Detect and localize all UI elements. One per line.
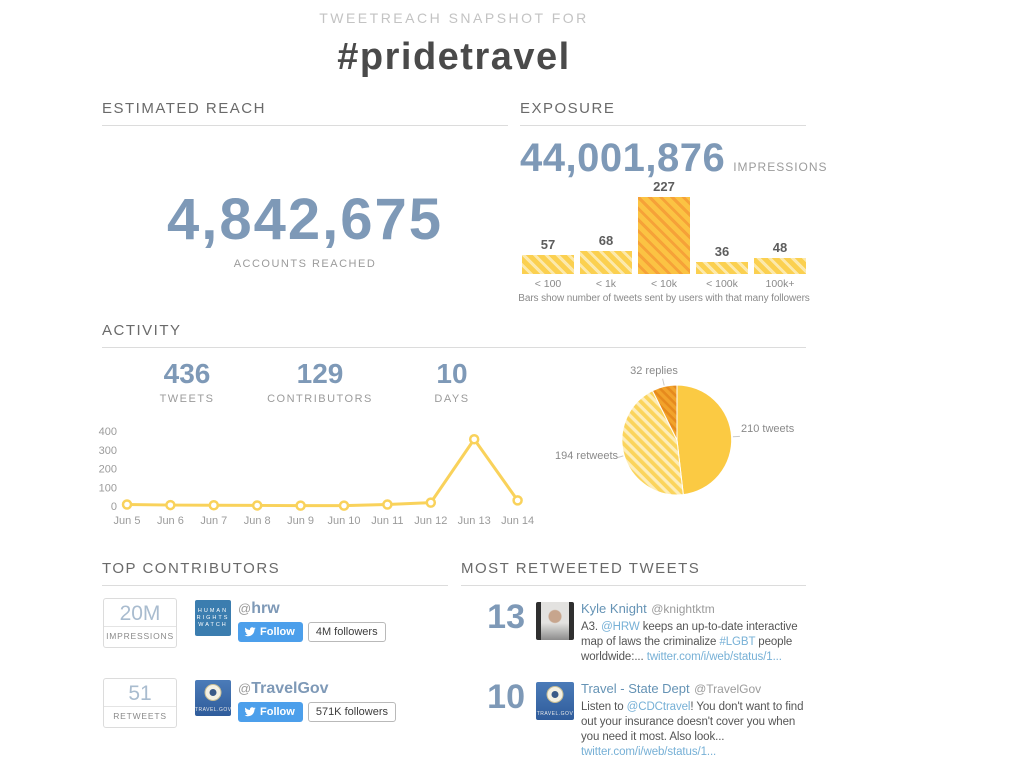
stat-value: 129 [260,358,380,390]
hrw-avatar[interactable] [195,600,231,636]
data-point [340,502,348,510]
retweet-count: 10 [481,678,525,717]
estimated-reach-heading: ESTIMATED REACH [102,100,508,126]
twitter-bird-icon [244,626,256,638]
travelgov-avatar[interactable] [195,680,231,716]
follow-label: Follow [260,626,295,638]
stat-days [392,358,512,405]
bar-category-label: < 1k [580,278,632,290]
status-link[interactable]: twitter.com/i/web/status/1... [581,746,716,758]
tweet-author-handle[interactable]: @TravelGov [694,682,761,696]
bar [754,240,806,274]
follow-label: Follow [260,706,295,718]
exposure-heading: EXPOSURE [520,100,806,126]
activity-pie-chart [555,358,810,500]
data-point [253,501,261,509]
handle-name: TravelGov [251,680,328,697]
x-tick: Jun 10 [327,515,360,527]
stat-contributors [260,358,380,405]
bar-chart-bars [522,180,806,274]
data-point [210,501,218,509]
top-contributors-heading: TOP CONTRIBUTORS [102,560,448,586]
tweet-author-name[interactable]: Travel - State Dept [581,681,690,696]
data-point [297,502,305,510]
avatar-text: HUMAN [195,608,231,615]
followers-count-badge[interactable]: 571K followers [308,702,396,722]
x-tick: Jun 12 [414,515,447,527]
bar-category-label: 100k+ [754,278,806,290]
x-tick: Jun 6 [157,515,184,527]
bar-value-label: 68 [599,233,613,248]
twitter-bird-icon [244,706,256,718]
avatar-text: TRAVEL.GOV [536,711,574,717]
bar-rect [580,251,632,274]
estimated-reach-value: 4,842,675 [102,186,508,253]
exposure-impressions-label: IMPRESSIONS [733,160,827,174]
bar-rect [522,255,574,274]
mention-link[interactable]: @CDCtravel [627,701,691,713]
exposure-value-row [520,136,828,181]
bar-chart-categories [522,278,806,290]
travelgov-avatar[interactable] [536,682,574,720]
y-tick: 300 [99,445,117,457]
data-point [427,499,435,507]
x-tick: Jun 8 [244,515,271,527]
follow-row [238,622,386,642]
tweet-author-name[interactable]: Kyle Knight [581,601,647,616]
bar-value-label: 36 [715,244,729,259]
bar [638,179,690,274]
tweet-text-segment: keeps an up-to-date interactive map of laws the criminalize [581,621,798,648]
bar-category-label: < 10k [638,278,690,290]
stat-value: 436 [127,358,247,390]
mention-link[interactable]: @HRW [601,621,640,633]
stat-value: 10 [392,358,512,390]
tweet-text-segment: ! You don't want to find out your insurance doesn't cover you when you need it most. Also look... [581,701,803,743]
tweet-text [581,620,809,665]
kyle-knight-avatar[interactable] [536,602,574,640]
data-point [123,501,131,509]
bar-rect [638,197,690,274]
x-tick: Jun 11 [371,515,403,527]
tweet-header [581,600,809,618]
most-retweeted-heading: MOST RETWEETED TWEETS [461,560,806,586]
tweet-text-segment: Listen to [581,701,627,713]
followers-count-badge[interactable]: 4M followers [308,622,386,642]
x-tick: Jun 5 [114,515,141,527]
contributor-handle[interactable] [238,680,329,698]
page-title: #pridetravel [102,36,806,79]
avatar-text: RIGHTS [195,615,231,622]
contributor-handle[interactable] [238,600,280,618]
tweet-text-segment: A3. [581,621,601,633]
avatar-text: TRAVEL.GOV [195,707,231,713]
stat-label: TWEETS [127,393,247,405]
activity-line-chart [100,415,545,533]
x-tick: Jun 9 [287,515,314,527]
follow-button[interactable] [238,702,303,722]
tweet-text [581,700,809,760]
exposure-impressions-value: 44,001,876 [520,136,725,181]
bar-rect [696,262,748,274]
bar [580,233,632,274]
contributor-stat-value: 20M [104,599,176,627]
bar [522,237,574,274]
y-tick: 0 [111,501,117,513]
handle-name: hrw [251,600,279,617]
report-eyebrow: TWEETREACH SNAPSHOT FOR [102,10,806,26]
bar-chart-caption: Bars show number of tweets sent by users with that many followers [514,293,814,304]
contributor-stat-value: 51 [104,679,176,707]
tweet-author-handle[interactable]: @knightktm [651,602,715,616]
bar-category-label: < 100 [522,278,574,290]
x-tick: Jun 13 [458,515,491,527]
bar [696,244,748,274]
stat-tweets [127,358,247,405]
data-point [514,496,522,504]
stat-label: CONTRIBUTORS [260,393,380,405]
exposure-bar-chart [522,180,806,304]
at-sign: @ [238,601,251,616]
contributor-row [102,678,448,728]
activity-heading: ACTIVITY [102,322,806,348]
follow-row [238,702,396,722]
pie-slice-label: 32 replies [630,365,678,377]
contributor-stat-label: IMPRESSIONS [104,627,176,646]
x-tick: Jun 14 [501,515,534,527]
at-sign: @ [238,681,251,696]
stat-label: DAYS [392,393,512,405]
bar-rect [754,258,806,274]
retweet-count: 13 [481,598,525,637]
contributor-stat-box [103,598,177,648]
contributor-stat-box [103,678,177,728]
pie-slice-label: 194 retweets [555,450,618,462]
data-point [470,435,478,443]
seal-icon [547,686,564,703]
seal-icon [205,684,222,701]
pie-leader-line [663,379,665,386]
status-link[interactable]: twitter.com/i/web/status/1... [647,651,782,663]
y-tick: 400 [99,426,117,438]
avatar-text: WATCH [195,622,231,629]
hashtag-link[interactable]: #LGBT [719,636,755,648]
tweet-content [581,600,809,665]
bar-value-label: 57 [541,237,555,252]
data-point [383,501,391,509]
pie-slice-label: 210 tweets [741,423,795,435]
y-tick: 100 [99,482,117,494]
bar-category-label: < 100k [696,278,748,290]
follow-button[interactable] [238,622,303,642]
pie-slice [677,385,732,495]
tweet-header [581,680,809,698]
bar-value-label: 227 [653,179,675,194]
tweet-text-segment: people worldwide:... [581,636,792,663]
tweet-content [581,680,809,760]
estimated-reach-label: ACCOUNTS REACHED [102,258,508,270]
data-point [166,501,174,509]
bar-value-label: 48 [773,240,787,255]
contributor-row [102,598,448,648]
activity-line [127,439,518,505]
y-tick: 200 [99,464,117,476]
contributor-stat-label: RETWEETS [104,707,176,726]
x-tick: Jun 7 [200,515,227,527]
